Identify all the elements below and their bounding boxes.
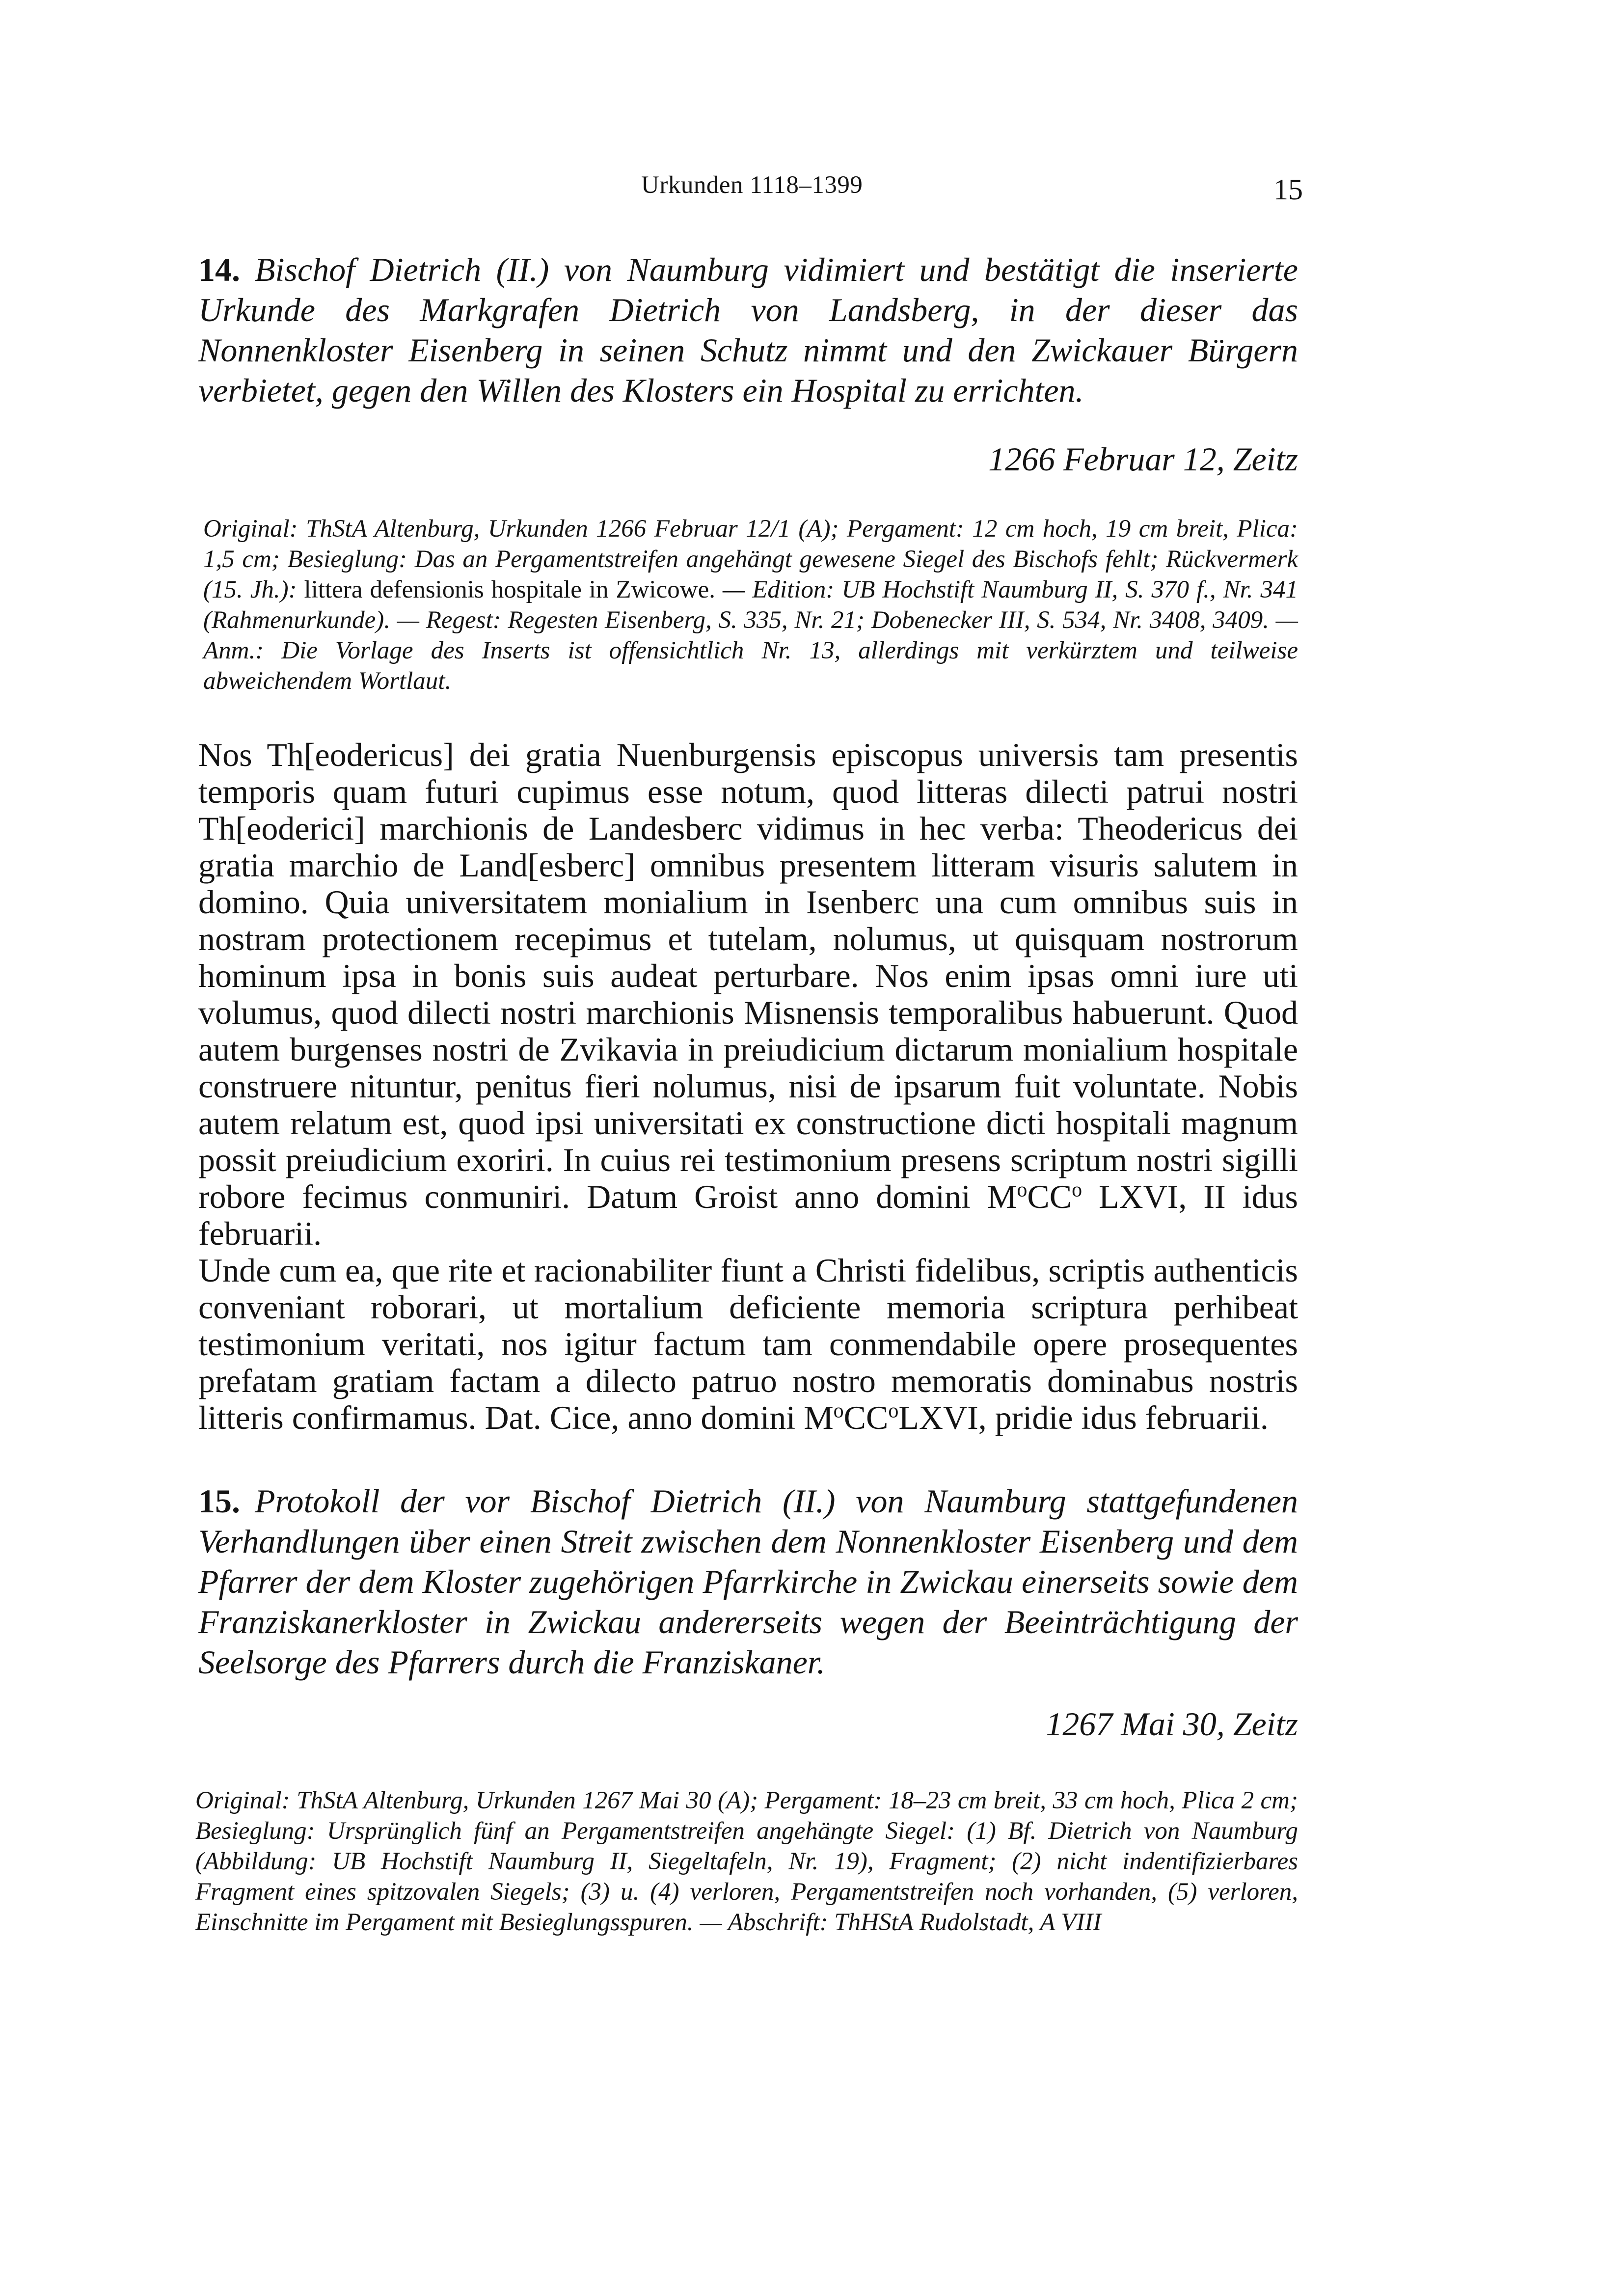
doc14-text-p1-c: LXVI, II idus februarii. <box>198 1178 1298 1252</box>
doc14-heading-text: Bischof Dietrich (II.) von Naumburg vidimiert und bestätigt die inserierte Urkunde des Markgrafen Dietrich von Landsberg, in der dieser das Nonnenkloster Eisenberg in seinen Schutz nimmt und den Zwickauer Bürgern verbietet, gegen den Willen des Klosters ein Hospital zu errichten. <box>198 251 1298 409</box>
doc15-number: 15. <box>198 1482 240 1520</box>
doc14-heading-block <box>198 249 1298 410</box>
doc14-text-p1-b: CC <box>1027 1178 1072 1215</box>
doc14-number: 14. <box>198 251 240 288</box>
doc14-heading <box>198 249 1298 410</box>
doc14-apparatus-part1: Original: ThStA Altenburg, Urkunden 1266 Februar 12/1 (A); Pergament: 12 cm hoch, 19 cm breit, Plica: 1,5 cm; Besieglung: Das an Pergamentstreifen angehängt gewesene Siegel des Bischofs fehlt; Rückvermerk (15. Jh.): <box>203 515 1298 603</box>
doc14-apparatus <box>203 514 1298 696</box>
doc14-text-p2-b: CC <box>843 1399 889 1436</box>
doc14-text-p2-a: Unde cum ea, que rite et racionabiliter fiunt a Christi fidelibus, scriptis authenticis conveniant roborari, ut mortalium deficiente memoria scriptura perhibeat testimonium veritati, nos igitur factum tam conmendabile opere prosequentes prefatam gratiam factam a dilecto patruo nostro memoratis dominabus nostris litteris confirmamus. Dat. Cice, anno domini M <box>198 1252 1298 1436</box>
doc14-text-paragraph-1 <box>198 737 1298 1252</box>
doc14-text-p1-sup2: o <box>1072 1178 1082 1202</box>
page-number: 15 <box>1273 173 1303 206</box>
doc14-text-p1-sup1: o <box>1017 1178 1028 1202</box>
doc15-heading <box>198 1481 1298 1682</box>
running-head: Urkunden 1118–1399 <box>641 171 863 199</box>
doc14-text-p2-sup2: o <box>888 1399 899 1422</box>
doc14-dorsal-note: littera defensionis hospitale in Zwicowe. <box>304 576 715 603</box>
doc15-heading-text: Protokoll der vor Bischof Dietrich (II.) von Naumburg stattgefundenen Verhandlungen über einen Streit zwischen dem Nonnenkloster Eisenberg und dem Pfarrer der dem Kloster zugehörigen Pfarrkirche in Zwickau einerseits sowie dem Franziskanerkloster in Zwickau andererseits wegen der Beeinträchtigung der Seelsorge des Pfarrers durch die Franziskaner. <box>198 1482 1298 1681</box>
doc14-text-p1-a: Nos Th[eodericus] dei gratia Nuenburgensis episcopus universis tam presentis temporis quam futuri cupimus esse notum, quod litteras dilecti patrui nostri Th[eoderici] marchionis de Landesberc vidimus in hec verba: Theodericus dei gratia marchio de Land[esberc] omnibus presentem litteram visuris salutem in domino. Quia universitatem monialium in Isenberc una cum omnibus suis in nostram protectionem recepimus et tutelam, nolumus, ut quisquam nostrorum hominum ipsa in bonis suis audeat perturbare. Nos enim ipsas omni iure uti volumus, quod dilecti nostri marchionis Misnensis temporalibus habuerunt. Quod autem burgenses nostri de Zvikavia in preiudicium dictarum monialium hospitale construere nituntur, penitus fieri nolumus, nisi de ipsarum fuit voluntate. Nobis autem relatum est, quod ipsi universitati ex constructione dicti hospitali magnum possit preiudicium exoriri. In cuius rei testimonium presens scriptum nostri sigilli robore fecimus conmuniri. Datum Groist anno domini M <box>198 736 1298 1215</box>
doc14-text-p2-c: LXVI, pridie idus februarii. <box>898 1399 1269 1436</box>
doc15-apparatus-block <box>195 1785 1298 1938</box>
doc14-text-paragraph-2 <box>198 1252 1298 1436</box>
doc15-apparatus-text: Original: ThStA Altenburg, Urkunden 1267 Mai 30 (A); Pergament: 18–23 cm breit, 33 cm hoch, Plica 2 cm; Besieglung: Ursprünglich fünf an Pergamentstreifen angehängte Siegel: (1) Bf. Dietrich von Naumburg (Abbildung: UB Hochstift Naumburg II, Siegeltafeln, Nr. 19), Fragment; (2) nicht indentifizierbares Fragment eines spitzovalen Siegels; (3) u. (4) verloren, Pergamentstreifen noch vorhanden, (5) verloren, Einschnitte im Pergament mit Besieglungsspuren. — Abschrift: ThHStA Rudolstadt, A VIII <box>195 1787 1298 1936</box>
doc15-heading-block <box>198 1481 1298 1682</box>
doc15-apparatus <box>195 1785 1298 1938</box>
doc15-date: 1267 Mai 30, Zeitz <box>1046 1705 1298 1743</box>
doc14-text-p2-sup1: o <box>833 1399 844 1422</box>
doc14-apparatus-block <box>203 514 1298 696</box>
doc14-date: 1266 Februar 12, Zeitz <box>988 440 1298 478</box>
doc14-apparatus-part2: — Edition: UB Hochstift Naumburg II, S. 370 f., Nr. 341 (Rahmenurkunde). — Regest: Regesten Eisenberg, S. 335, Nr. 21; Dobenecker III, S. 534, Nr. 3408, 3409. — Anm.: Die Vorlage des Inserts ist offensichtlich Nr. 13, allerdings mit verkürztem und teilweise abweichendem Wortlaut. <box>203 576 1298 695</box>
doc14-text <box>198 737 1298 1436</box>
